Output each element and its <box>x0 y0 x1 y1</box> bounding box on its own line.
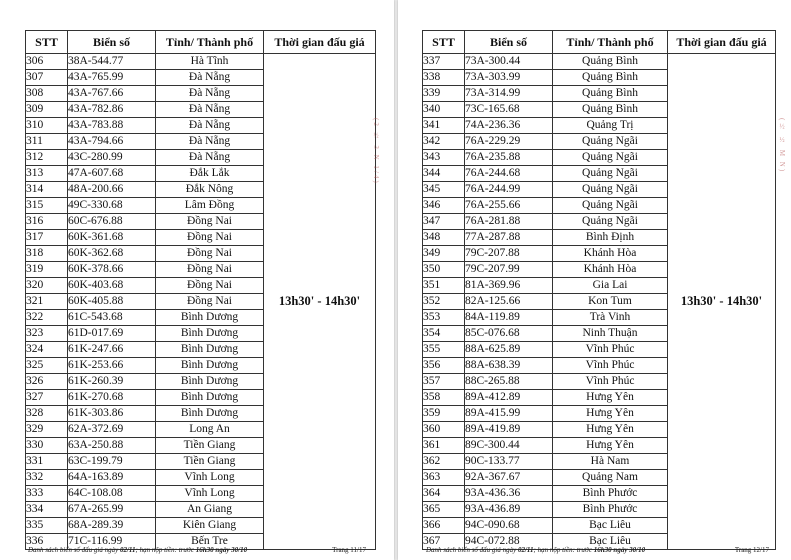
plate-table <box>422 30 776 550</box>
row-stt: 310 <box>26 118 68 134</box>
row-province: Quảng Ngãi <box>553 150 668 166</box>
row-province: Hưng Yên <box>553 390 668 406</box>
footer-date: 02/11 <box>119 546 136 554</box>
row-province: Đà Nẵng <box>156 102 264 118</box>
row-stt: 358 <box>423 390 465 406</box>
row-province: Đà Nẵng <box>156 150 264 166</box>
row-plate: 81A-369.96 <box>465 278 553 294</box>
row-plate: 68A-289.39 <box>68 518 156 534</box>
row-stt: 350 <box>423 262 465 278</box>
row-plate: 89A-412.89 <box>465 390 553 406</box>
row-province: Bình Dương <box>156 326 264 342</box>
row-province: Quảng Ngãi <box>553 182 668 198</box>
row-province: Quảng Trị <box>553 118 668 134</box>
row-stt: 315 <box>26 198 68 214</box>
row-province: Đà Nẵng <box>156 86 264 102</box>
row-stt: 336 <box>26 534 68 550</box>
row-plate: 73C-165.68 <box>465 102 553 118</box>
footer-mid: ; hạn nộp tiền: trước <box>135 546 195 554</box>
row-stt: 338 <box>423 70 465 86</box>
row-plate: 60K-362.68 <box>68 246 156 262</box>
row-plate: 43A-783.88 <box>68 118 156 134</box>
row-plate: 60K-361.68 <box>68 230 156 246</box>
row-province: Tiền Giang <box>156 454 264 470</box>
table-row <box>423 54 776 70</box>
row-plate: 79C-207.99 <box>465 262 553 278</box>
table-header-row <box>26 31 376 54</box>
row-province: Bến Tre <box>156 534 264 550</box>
page-footer <box>28 546 247 554</box>
header-stt: STT <box>423 31 465 54</box>
row-province: Quảng Bình <box>553 70 668 86</box>
row-stt: 319 <box>26 262 68 278</box>
page-number: Trang 12/17 <box>734 546 769 554</box>
row-plate: 60K-405.88 <box>68 294 156 310</box>
header-plate: Biển số <box>465 31 553 54</box>
header-time: Thời gian đấu giá <box>668 31 776 54</box>
row-plate: 76A-235.88 <box>465 150 553 166</box>
row-plate: 92A-367.67 <box>465 470 553 486</box>
row-stt: 311 <box>26 134 68 150</box>
row-province: Đắk Nông <box>156 182 264 198</box>
row-plate: 76A-229.29 <box>465 134 553 150</box>
page-footer <box>426 546 645 554</box>
row-plate: 88A-638.39 <box>465 358 553 374</box>
row-plate: 89A-415.99 <box>465 406 553 422</box>
row-stt: 309 <box>26 102 68 118</box>
header-stt: STT <box>26 31 68 54</box>
row-province: Quảng Ngãi <box>553 198 668 214</box>
row-stt: 366 <box>423 518 465 534</box>
row-stt: 363 <box>423 470 465 486</box>
row-stt: 341 <box>423 118 465 134</box>
row-stt: 329 <box>26 422 68 438</box>
row-plate: 88C-265.88 <box>465 374 553 390</box>
row-stt: 325 <box>26 358 68 374</box>
row-plate: 73A-303.99 <box>465 70 553 86</box>
row-plate: 67A-265.99 <box>68 502 156 518</box>
row-province: Ninh Thuận <box>553 326 668 342</box>
row-plate: 89A-419.89 <box>465 422 553 438</box>
row-province: Long An <box>156 422 264 438</box>
row-stt: 354 <box>423 326 465 342</box>
row-plate: 60K-403.68 <box>68 278 156 294</box>
row-plate: 89C-300.44 <box>465 438 553 454</box>
row-province: Quảng Ngãi <box>553 166 668 182</box>
page-right <box>398 0 791 560</box>
row-province: Đồng Nai <box>156 246 264 262</box>
margin-stamp: (½ ½ M N) <box>778 118 786 174</box>
row-province: Hưng Yên <box>553 406 668 422</box>
row-stt: 314 <box>26 182 68 198</box>
row-province: Trà Vinh <box>553 310 668 326</box>
row-province: Đắk Lắk <box>156 166 264 182</box>
margin-stamp: (2 ½ 3 N 1/4) <box>372 118 380 185</box>
row-stt: 322 <box>26 310 68 326</box>
row-province: Gia Lai <box>553 278 668 294</box>
row-plate: 48A-200.66 <box>68 182 156 198</box>
row-plate: 77A-287.88 <box>465 230 553 246</box>
row-stt: 332 <box>26 470 68 486</box>
row-plate: 43A-794.66 <box>68 134 156 150</box>
row-stt: 324 <box>26 342 68 358</box>
row-stt: 342 <box>423 134 465 150</box>
row-province: Bình Dương <box>156 310 264 326</box>
row-plate: 94C-072.88 <box>465 534 553 550</box>
row-stt: 364 <box>423 486 465 502</box>
auction-time: 13h30' - 14h30' <box>264 54 376 550</box>
row-plate: 73A-314.99 <box>465 86 553 102</box>
row-province: Bạc Liêu <box>553 534 668 550</box>
footer-deadline: 16h30 ngày 30/10 <box>593 546 646 554</box>
row-stt: 327 <box>26 390 68 406</box>
row-plate: 79C-207.88 <box>465 246 553 262</box>
row-province: Đồng Nai <box>156 278 264 294</box>
row-plate: 61D-017.69 <box>68 326 156 342</box>
row-stt: 345 <box>423 182 465 198</box>
row-stt: 348 <box>423 230 465 246</box>
row-province: Đà Nẵng <box>156 118 264 134</box>
row-stt: 337 <box>423 54 465 70</box>
row-province: Hưng Yên <box>553 422 668 438</box>
row-province: Vĩnh Phúc <box>553 374 668 390</box>
row-province: Vĩnh Phúc <box>553 342 668 358</box>
row-province: Vĩnh Phúc <box>553 358 668 374</box>
row-province: Quảng Bình <box>553 86 668 102</box>
row-stt: 328 <box>26 406 68 422</box>
row-stt: 313 <box>26 166 68 182</box>
row-province: Bình Dương <box>156 390 264 406</box>
row-stt: 339 <box>423 86 465 102</box>
row-province: Khánh Hòa <box>553 246 668 262</box>
row-province: Đồng Nai <box>156 262 264 278</box>
row-stt: 330 <box>26 438 68 454</box>
row-province: Kiên Giang <box>156 518 264 534</box>
row-plate: 73A-300.44 <box>465 54 553 70</box>
table-header-row <box>423 31 776 54</box>
row-stt: 326 <box>26 374 68 390</box>
row-province: Bình Dương <box>156 358 264 374</box>
row-plate: 61C-543.68 <box>68 310 156 326</box>
row-province: Bình Dương <box>156 406 264 422</box>
row-stt: 347 <box>423 214 465 230</box>
row-stt: 333 <box>26 486 68 502</box>
row-plate: 88A-625.89 <box>465 342 553 358</box>
row-stt: 307 <box>26 70 68 86</box>
row-province: Hà Nam <box>553 454 668 470</box>
row-stt: 349 <box>423 246 465 262</box>
row-stt: 365 <box>423 502 465 518</box>
footer-prefix: Danh sách biển số đấu giá ngày <box>28 546 119 554</box>
row-province: Vĩnh Long <box>156 470 264 486</box>
row-stt: 312 <box>26 150 68 166</box>
row-plate: 63A-250.88 <box>68 438 156 454</box>
row-plate: 61K-253.66 <box>68 358 156 374</box>
row-stt: 344 <box>423 166 465 182</box>
row-stt: 353 <box>423 310 465 326</box>
row-plate: 38A-544.77 <box>68 54 156 70</box>
page-number: Trang 11/17 <box>332 546 366 554</box>
row-stt: 308 <box>26 86 68 102</box>
row-plate: 90C-133.77 <box>465 454 553 470</box>
row-province: Bình Phước <box>553 502 668 518</box>
auction-time: 13h30' - 14h30' <box>668 54 776 550</box>
row-stt: 356 <box>423 358 465 374</box>
row-plate: 82A-125.66 <box>465 294 553 310</box>
row-stt: 316 <box>26 214 68 230</box>
row-plate: 62A-372.69 <box>68 422 156 438</box>
row-plate: 84A-119.89 <box>465 310 553 326</box>
row-province: Quảng Nam <box>553 470 668 486</box>
row-stt: 306 <box>26 54 68 70</box>
row-plate: 64C-108.08 <box>68 486 156 502</box>
row-plate: 76A-244.99 <box>465 182 553 198</box>
row-stt: 335 <box>26 518 68 534</box>
row-plate: 76A-255.66 <box>465 198 553 214</box>
row-plate: 47A-607.68 <box>68 166 156 182</box>
row-stt: 321 <box>26 294 68 310</box>
row-province: Quảng Bình <box>553 54 668 70</box>
row-province: Lâm Đồng <box>156 198 264 214</box>
row-stt: 355 <box>423 342 465 358</box>
row-plate: 61K-303.86 <box>68 406 156 422</box>
row-province: Vĩnh Long <box>156 486 264 502</box>
row-plate: 76A-244.68 <box>465 166 553 182</box>
row-plate: 74A-236.36 <box>465 118 553 134</box>
row-stt: 357 <box>423 374 465 390</box>
row-province: Đồng Nai <box>156 230 264 246</box>
row-province: Đà Nẵng <box>156 134 264 150</box>
row-plate: 63C-199.79 <box>68 454 156 470</box>
row-stt: 361 <box>423 438 465 454</box>
footer-date: 02/11 <box>517 546 534 554</box>
row-province: Kon Tum <box>553 294 668 310</box>
row-stt: 340 <box>423 102 465 118</box>
row-plate: 43A-782.86 <box>68 102 156 118</box>
row-plate: 93A-436.89 <box>465 502 553 518</box>
row-plate: 71C-116.99 <box>68 534 156 550</box>
row-plate: 64A-163.89 <box>68 470 156 486</box>
row-stt: 318 <box>26 246 68 262</box>
table-row <box>26 54 376 70</box>
row-plate: 60C-676.88 <box>68 214 156 230</box>
row-stt: 323 <box>26 326 68 342</box>
row-province: Đồng Nai <box>156 294 264 310</box>
row-stt: 362 <box>423 454 465 470</box>
footer-deadline: 16h30 ngày 30/10 <box>195 546 248 554</box>
row-stt: 343 <box>423 150 465 166</box>
row-plate: 43A-765.99 <box>68 70 156 86</box>
footer-mid: ; hạn nộp tiền: trước <box>533 546 593 554</box>
row-plate: 61K-247.66 <box>68 342 156 358</box>
row-stt: 320 <box>26 278 68 294</box>
row-province: Tiền Giang <box>156 438 264 454</box>
row-province: Quảng Ngãi <box>553 134 668 150</box>
header-province: Tỉnh/ Thành phố <box>156 31 264 54</box>
row-stt: 367 <box>423 534 465 550</box>
row-plate: 76A-281.88 <box>465 214 553 230</box>
row-stt: 334 <box>26 502 68 518</box>
row-province: Quảng Bình <box>553 102 668 118</box>
header-province: Tỉnh/ Thành phố <box>553 31 668 54</box>
row-province: Bạc Liêu <box>553 518 668 534</box>
row-plate: 93A-436.36 <box>465 486 553 502</box>
plate-table <box>25 30 376 550</box>
row-province: Bình Định <box>553 230 668 246</box>
row-stt: 346 <box>423 198 465 214</box>
row-plate: 43C-280.99 <box>68 150 156 166</box>
row-province: Bình Phước <box>553 486 668 502</box>
row-province: Bình Dương <box>156 342 264 358</box>
row-plate: 49C-330.68 <box>68 198 156 214</box>
row-stt: 317 <box>26 230 68 246</box>
row-province: Hà Tĩnh <box>156 54 264 70</box>
row-plate: 61K-270.68 <box>68 390 156 406</box>
row-province: Khánh Hòa <box>553 262 668 278</box>
row-province: Đồng Nai <box>156 214 264 230</box>
header-time: Thời gian đấu giá <box>264 31 376 54</box>
row-plate: 85C-076.68 <box>465 326 553 342</box>
page-left <box>0 0 394 560</box>
row-province: Hưng Yên <box>553 438 668 454</box>
row-stt: 351 <box>423 278 465 294</box>
footer-prefix: Danh sách biển số đấu giá ngày <box>426 546 517 554</box>
row-stt: 359 <box>423 406 465 422</box>
header-plate: Biển số <box>68 31 156 54</box>
row-province: Quảng Ngãi <box>553 214 668 230</box>
row-plate: 94C-090.68 <box>465 518 553 534</box>
row-plate: 61K-260.39 <box>68 374 156 390</box>
row-stt: 352 <box>423 294 465 310</box>
row-province: Đà Nẵng <box>156 70 264 86</box>
row-stt: 331 <box>26 454 68 470</box>
row-plate: 43A-767.66 <box>68 86 156 102</box>
row-stt: 360 <box>423 422 465 438</box>
row-province: Bình Dương <box>156 374 264 390</box>
row-plate: 60K-378.66 <box>68 262 156 278</box>
row-province: An Giang <box>156 502 264 518</box>
